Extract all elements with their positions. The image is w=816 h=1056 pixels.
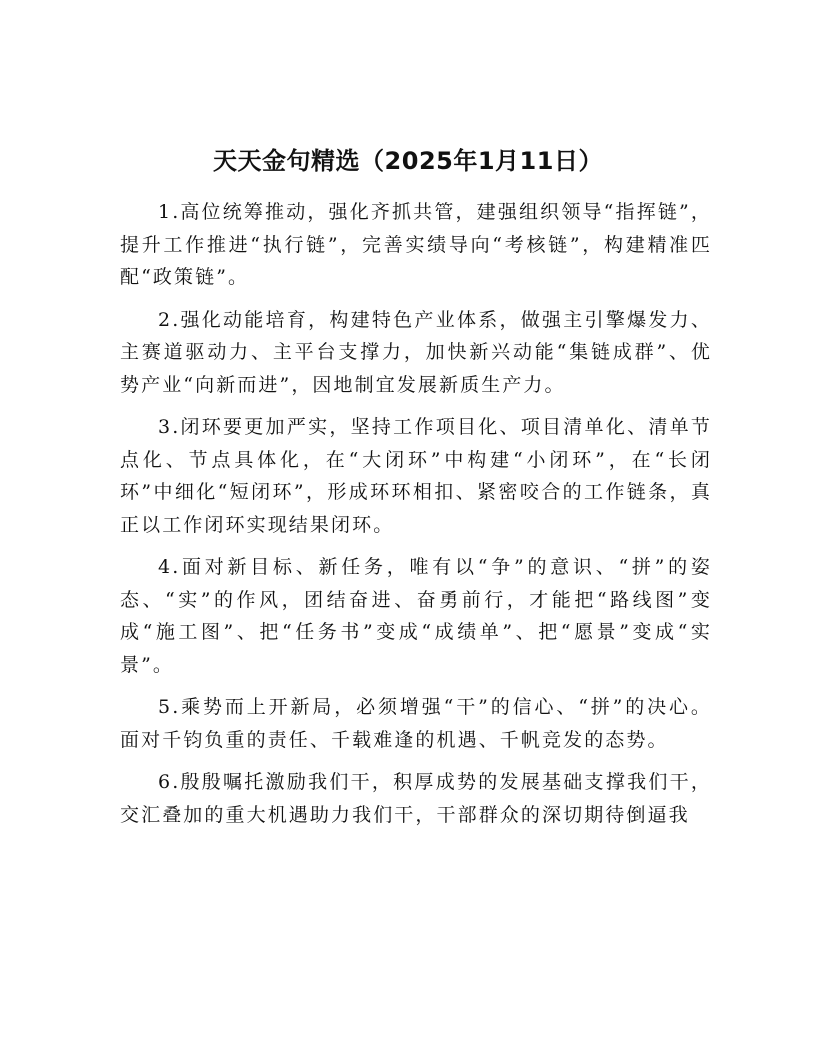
paragraph-1: 1.高位统筹推动，强化齐抓共管，建强组织领导“指挥链”，提升工作推进“执行链”，完善实绩导向“考核链”，构建精准匹配“政策链”。 [120, 201, 712, 288]
paragraph-5: 5.乘势而上开新局，必须增强“干”的信心、“拼”的决心。面对千钧负重的责任、千载难逢的机遇、千帆竞发的态势。 [120, 696, 712, 751]
paragraph-4: 4.面对新目标、新任务，唯有以“争”的意识、“拼”的姿态、“实”的作风，团结奋进、奋勇前行，才能把“路线图”变成“施工图”、把“任务书”变成“成绩单”、把“愿景”变成“实景”。 [120, 556, 712, 676]
paragraph-6: 6.殷殷嘱托激励我们干，积厚成势的发展基础支撑我们干，交汇叠加的重大机遇助力我们干，干部群众的深切期待倒逼我 [120, 771, 712, 826]
document-title: 天天金句精选（2025年1月11日） [213, 147, 603, 175]
paragraph-2: 2.强化动能培育，构建特色产业体系，做强主引擎爆发力、主赛道驱动力、主平台支撑力，加快新兴动能“集链成群”、优势产业“向新而进”，因地制宜发展新质生产力。 [120, 308, 712, 396]
document-body [120, 196, 712, 841]
paragraph-3: 3.闭环要更加严实，坚持工作项目化、项目清单化、清单节点化、节点具体化，在“大闭环”中构建“小闭环”，在“长闭环”中细化“短闭环”，形成环环相扣、紧密咬合的工作链条，真正以工作闭环实现结果闭环。 [120, 416, 712, 536]
